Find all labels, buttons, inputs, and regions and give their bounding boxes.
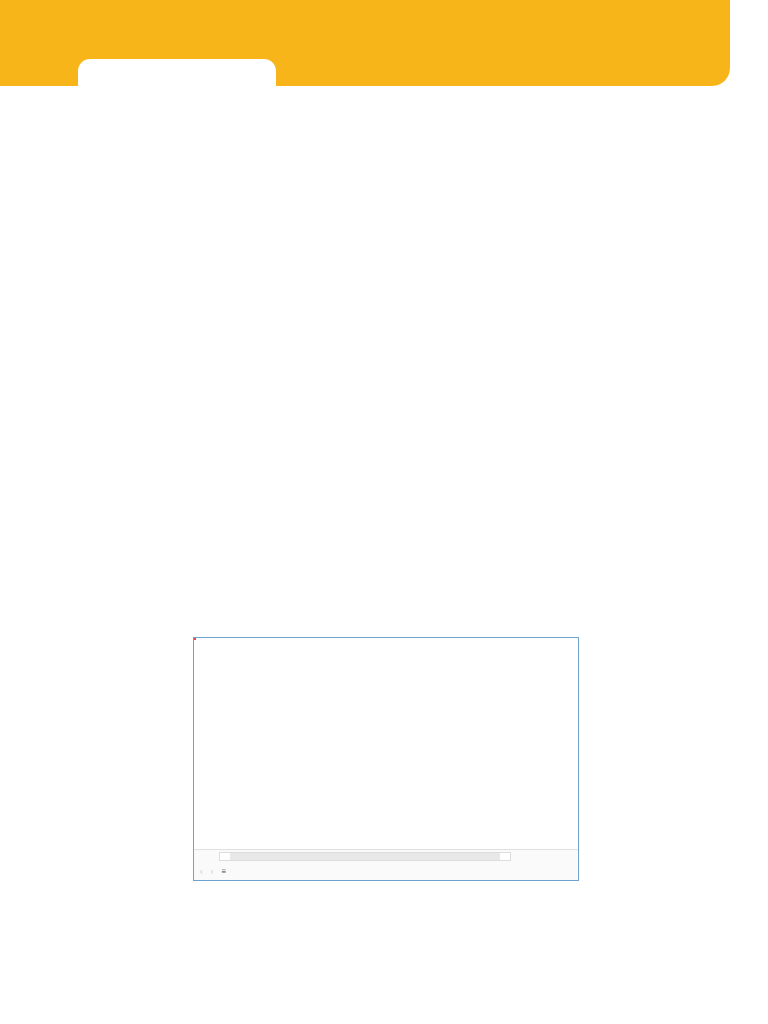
prev-sheet-icon: ‹ [200, 866, 203, 876]
sheet-list-icon: ≡ [221, 866, 227, 876]
horizontal-scrollbar [219, 852, 511, 861]
next-sheet-icon: › [210, 866, 214, 876]
sheet-tab-bar [194, 849, 578, 880]
header-tab [78, 59, 276, 97]
table-border-highlight [194, 638, 196, 640]
spreadsheet-image [193, 637, 579, 881]
